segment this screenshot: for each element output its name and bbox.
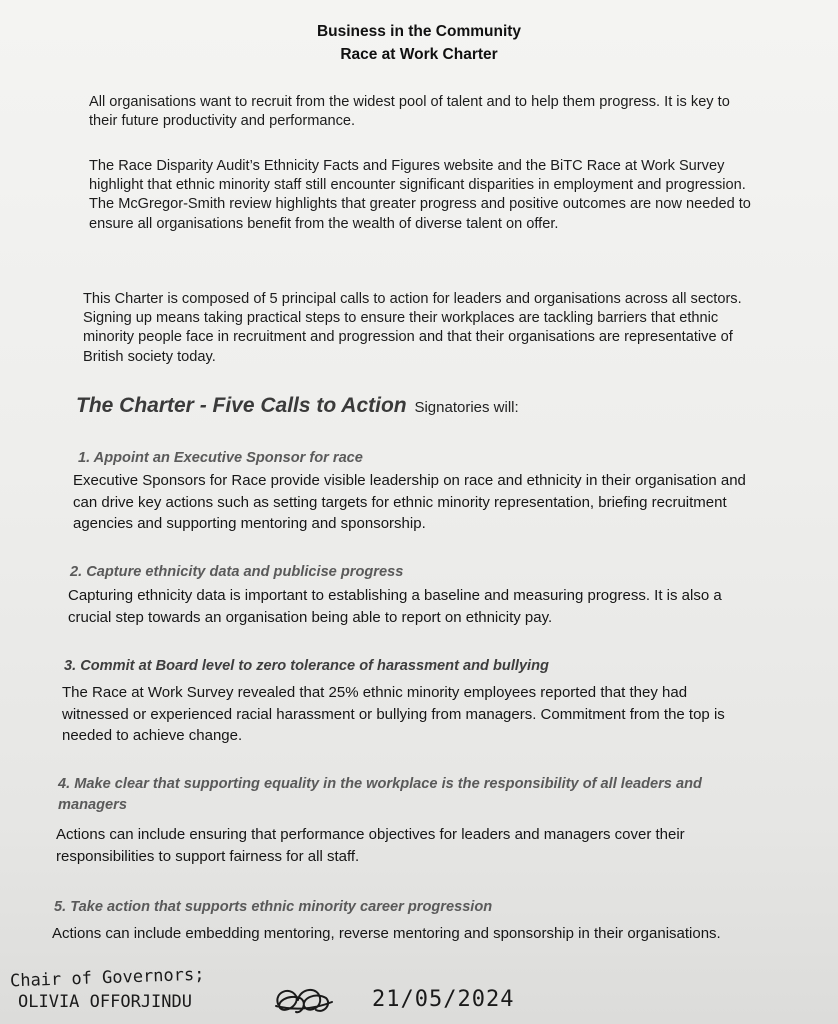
charter-heading [76, 394, 519, 418]
call-4-body: Actions can include ensuring that performance objectives for leaders and managers cover their responsibilities to support fairness for all staff. [56, 826, 685, 865]
signature-scribble-icon [272, 984, 334, 1020]
intro-paragraph-2: The Race Disparity Audit’s Ethnicity Facts and Figures website and the BiTC Race at Work Survey highlight that ethnic minority staff still encounter significant disparities in employment and progression. The McGregor-Smith review highlights that greater progress and positive outcomes are now needed to ensure all organisations benefit from the wealth of diverse talent on offer. [89, 158, 751, 232]
call-4-title: 4. Make clear that supporting equality in the workplace is the responsibility of all leaders and managers [58, 776, 702, 813]
call-3-body: The Race at Work Survey revealed that 25% ethnic minority employees reported that they had witnessed or experienced racial harassment or bullying from managers. Commitment from the top is needed to achieve change. [62, 684, 725, 744]
charter-heading-title: The Charter - Five Calls to Action [76, 394, 407, 417]
call-1-title: 1. Appoint an Executive Sponsor for race [78, 450, 363, 466]
signature-date: 21/05/2024 [372, 987, 515, 1012]
call-1-body: Executive Sponsors for Race provide visible leadership on race and ethnicity in their organisation and can drive key actions such as setting targets for ethnic minority representation, briefing recruitment agencies and supporting mentoring and sponsorship. [73, 472, 746, 532]
signatory-name: OLIVIA OFFORJINDU [18, 992, 192, 1012]
call-5-title: 5. Take action that supports ethnic minority career progression [54, 899, 493, 915]
intro-paragraph-1: All organisations want to recruit from the widest pool of talent and to help them progress. It is key to their future productivity and performance. [89, 94, 730, 130]
document-subtitle: Race at Work Charter [340, 46, 498, 63]
charter-heading-subtitle: Signatories will: [414, 399, 519, 416]
call-3-title: 3. Commit at Board level to zero tolerance of harassment and bullying [64, 658, 549, 674]
intro-paragraph-3: This Charter is composed of 5 principal calls to action for leaders and organisations across all sectors. Signing up means taking practical steps to ensure their workplaces are tackling barriers that ethnic minority people face in recruitment and progression and that their organisations are representative of British society today. [83, 291, 742, 365]
document-title: Business in the Community [316, 23, 522, 40]
call-5-body: Actions can include embedding mentoring, reverse mentoring and sponsorship in their organisations. [52, 925, 721, 942]
call-2-body: Capturing ethnicity data is important to establishing a baseline and measuring progress. It is also a crucial step towards an organisation being able to report on ethnicity pay. [68, 587, 722, 626]
signatory-role: Chair of Governors; [9, 964, 205, 992]
call-2-title: 2. Capture ethnicity data and publicise progress [70, 564, 404, 580]
